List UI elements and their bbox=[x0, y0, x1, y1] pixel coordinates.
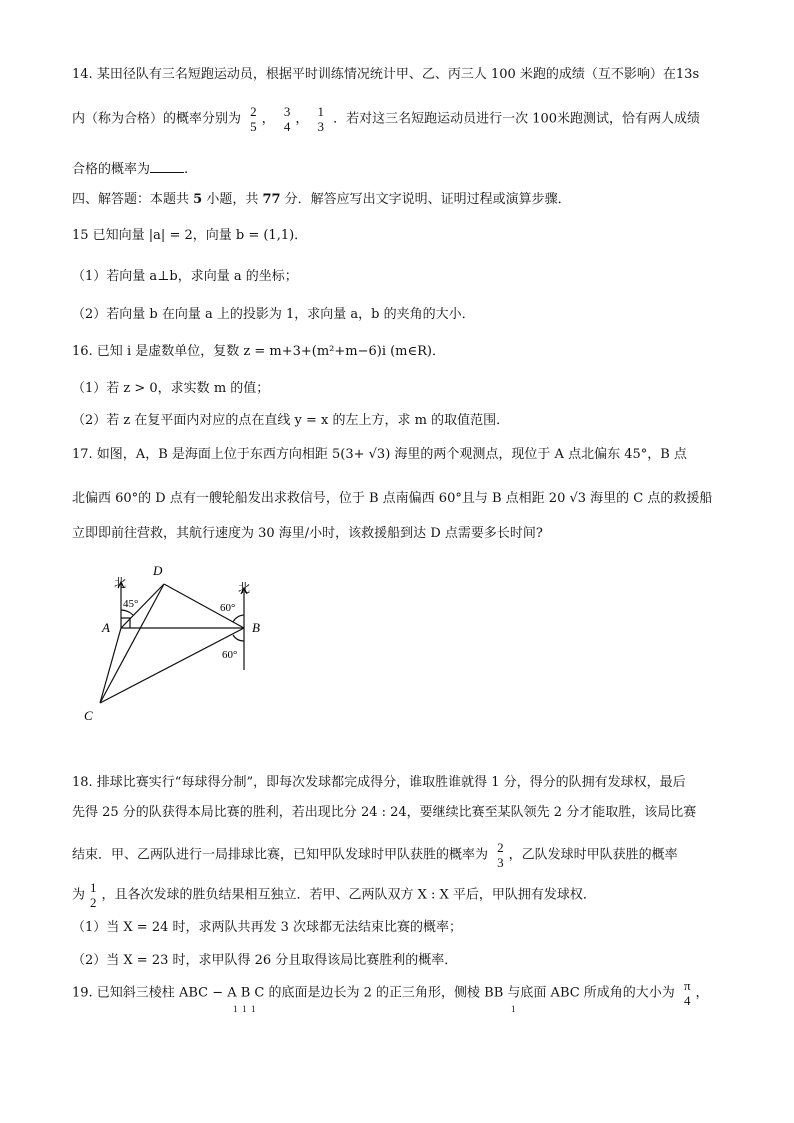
fraction-3-4: 3 4 bbox=[283, 104, 291, 134]
label-angle-b-bottom: 60° bbox=[222, 649, 238, 661]
q14-line-2: 内（称为合格）的概率分别为 2 5 ， 3 4 ， 1 3 ．若对这三名短跑运动员进行一次 100米跑测试，恰有两人成绩 bbox=[72, 104, 701, 134]
q14-text-3: 合格的概率为 bbox=[72, 162, 151, 177]
fraction-pi-4: π 4 bbox=[683, 978, 691, 1008]
q14-number: 14. bbox=[72, 67, 93, 82]
q14-text-2b: ．若对这三名短跑运动员进行一次 100米跑测试，恰有两人成绩 bbox=[333, 111, 701, 127]
angle-arc-b-top bbox=[233, 615, 244, 622]
q14-line-1 bbox=[72, 66, 699, 84]
q14-text-2a: 内（称为合格）的概率分别为 bbox=[72, 111, 242, 127]
label-angle-a: 45° bbox=[123, 598, 139, 610]
q18-part-1: （1）当 X = 24 时，求两队共再发 3 次球都无法结束比赛的概率； bbox=[72, 920, 463, 935]
answer-blank[interactable] bbox=[150, 160, 184, 173]
q18-line-1: 18. 排球比赛实行“每球得分制”，即每次发球都完成得分，谁取胜谁就得 1 分，得分的队拥有发球权，最后 bbox=[72, 775, 686, 790]
q14-line-3: 合格的概率为 . bbox=[72, 162, 189, 177]
label-a: A bbox=[102, 620, 110, 635]
q19-subscript-bb: 1 bbox=[511, 1004, 516, 1014]
q19-line-1: 19. 已知斜三棱柱 ABC − A B C 的底面是边长为 2 的正三角形，侧棱 BB 与底面 ABC 所成角的大小为 π 4 ， bbox=[72, 978, 709, 1008]
fraction-2-3: 2 3 bbox=[497, 840, 504, 870]
q14-text-1: 某田径队有三名短跑运动员，根据平时训练情况统计甲、乙、丙三人 100 米跑的成绩（互不影响）在13s bbox=[96, 67, 700, 82]
q19-subscripts-abc: 1 1 1 bbox=[233, 1004, 256, 1014]
fraction-1-3: 1 3 bbox=[317, 104, 324, 134]
q15-part-2: （2）若向量 b 在向量 a 上的投影为 1，求向量 a，b 的夹角的大小． bbox=[72, 307, 475, 322]
q15-stem: 15 已知向量 |a| = 2，向量 b = (1,1)． bbox=[72, 228, 308, 243]
section-4-heading: 四、解答题：本题共 5 小题，共 77 分．解答应写出文字说明、证明过程或演算步骤． bbox=[72, 192, 571, 207]
q18-line-4: 为 1 2 ，且各次发球的胜负结果相互独立．若甲、乙两队双方 X : X 平后，甲队拥有发球权． bbox=[72, 880, 596, 910]
label-angle-b-top: 60° bbox=[220, 602, 236, 614]
q17-line-2: 北偏西 60°的 D 点有一艘轮船发出求救信号，位于 B 点南偏西 60°且与 B 点相距 20 √3 海里的 C 点的救援船 bbox=[72, 491, 713, 506]
angle-arc-a bbox=[121, 610, 133, 615]
segment-bc bbox=[100, 628, 244, 703]
fraction-2-5: 2 5 bbox=[250, 104, 257, 134]
q17-line-3: 立即即前往营救，其航行速度为 30 海里/小时，该救援船到达 D 点需要多长时间? bbox=[72, 526, 543, 541]
label-d: D bbox=[153, 563, 163, 578]
navigation-figure bbox=[80, 560, 280, 730]
label-north-b: 北 bbox=[238, 581, 251, 595]
segment-ac bbox=[100, 628, 121, 703]
q17-line-1: 17. 如图，A，B 是海面上位于东西方向相距 5(3+ √3) 海里的两个观测点，现位于 A 点北偏东 45°，B 点 bbox=[72, 447, 687, 462]
q16-part-2: （2）若 z 在复平面内对应的点在直线 y = x 的左上方，求 m 的取值范围． bbox=[72, 413, 510, 428]
q18-line-2: 先得 25 分的队获得本局比赛的胜利，若出现比分 24 : 24，要继续比赛至某队领先 2 分才能取胜，该局比赛 bbox=[72, 805, 697, 820]
angle-arc-b-bottom bbox=[233, 635, 244, 641]
label-c: C bbox=[84, 708, 93, 723]
q18-line-3: 结束．甲、乙两队进行一局排球比赛，已知甲队发球时甲队获胜的概率为 2 3 ，乙队发球时甲队获胜的概率 bbox=[72, 840, 678, 870]
label-north-a: 北 bbox=[114, 576, 127, 590]
q16-stem: 16. 已知 i 是虚数单位，复数 z = m+3+(m²+m−6)i (m∈R)． bbox=[72, 344, 445, 359]
fraction-1-2: 1 2 bbox=[90, 880, 97, 910]
label-b: B bbox=[252, 620, 260, 635]
q15-part-1: （1）若向量 a⊥b，求向量 a 的坐标； bbox=[72, 269, 298, 284]
q16-part-1: （1）若 z > 0，求实数 m 的值； bbox=[72, 381, 270, 396]
q18-part-2: （2）当 X = 23 时，求甲队得 26 分且取得该局比赛胜利的概率． bbox=[72, 953, 458, 968]
